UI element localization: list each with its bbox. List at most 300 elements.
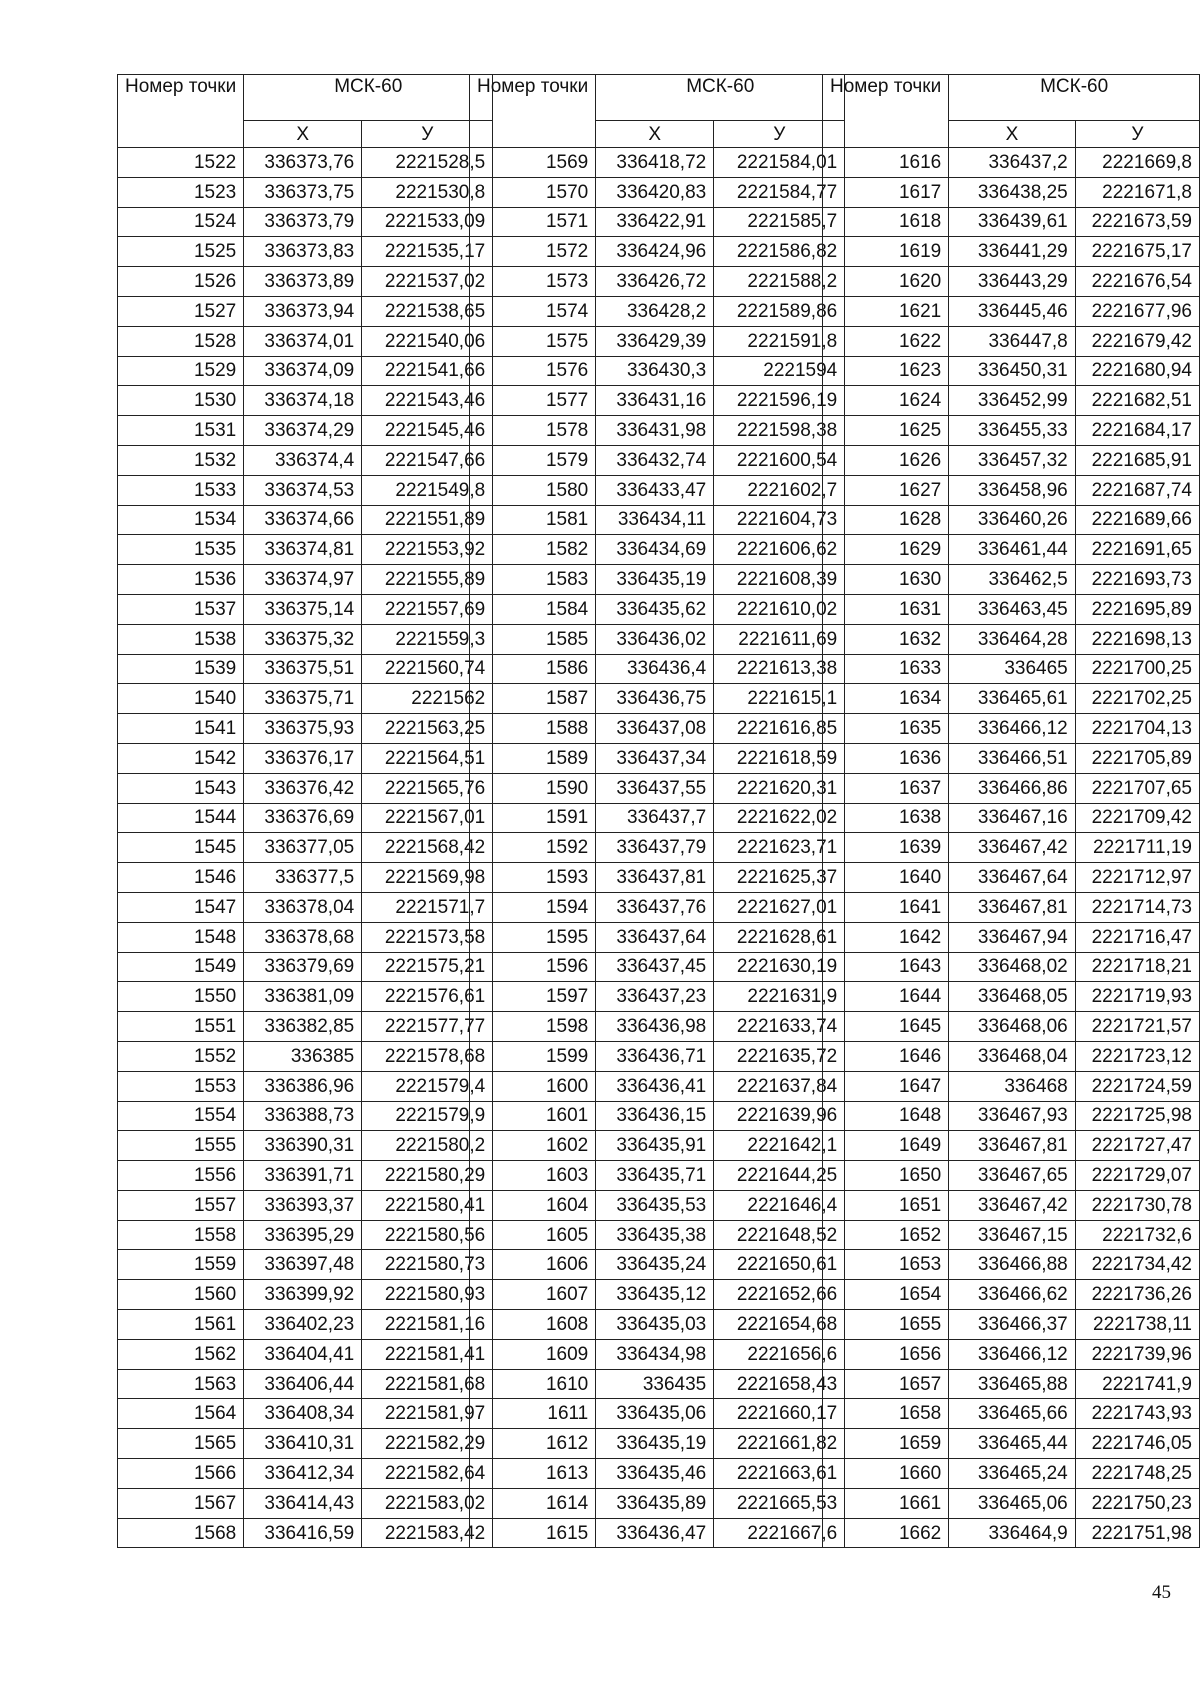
coordinate-table-2 — [469, 74, 845, 1548]
table-row — [823, 1399, 1200, 1429]
y-coordinate-cell: 2221743,93 — [1075, 1399, 1199, 1429]
table-row — [470, 1190, 845, 1220]
y-coordinate-cell: 2221608,39 — [714, 565, 845, 595]
point-number-cell: 1602 — [470, 1131, 596, 1161]
y-coordinate-cell: 2221616,85 — [714, 714, 845, 744]
x-coordinate-cell: 336450,31 — [949, 356, 1076, 386]
table-row — [823, 833, 1200, 863]
point-number-cell: 1590 — [470, 773, 596, 803]
point-number-cell: 1657 — [823, 1369, 949, 1399]
y-coordinate-cell: 2221623,71 — [714, 833, 845, 863]
x-coordinate-cell: 336436,15 — [596, 1101, 714, 1131]
point-number-cell: 1562 — [118, 1339, 244, 1369]
table-row — [470, 535, 845, 565]
point-number-cell: 1578 — [470, 416, 596, 446]
x-coordinate-cell: 336466,37 — [949, 1310, 1076, 1340]
x-coordinate-cell: 336422,91 — [596, 207, 714, 237]
x-coordinate-cell: 336465,24 — [949, 1459, 1076, 1489]
x-column-header: X — [949, 121, 1076, 148]
y-coordinate-cell: 2221610,02 — [714, 594, 845, 624]
table-row — [823, 267, 1200, 297]
y-coordinate-cell: 2221581,68 — [362, 1369, 493, 1399]
x-coordinate-cell: 336428,2 — [596, 296, 714, 326]
x-coordinate-cell: 336375,93 — [244, 714, 362, 744]
table-row — [470, 1101, 845, 1131]
table-row — [823, 803, 1200, 833]
x-column-header: X — [596, 121, 714, 148]
x-coordinate-cell: 336465,66 — [949, 1399, 1076, 1429]
x-coordinate-cell: 336431,98 — [596, 416, 714, 446]
table-row — [118, 237, 493, 267]
point-number-cell: 1640 — [823, 863, 949, 893]
x-coordinate-cell: 336464,28 — [949, 624, 1076, 654]
point-number-cell: 1653 — [823, 1250, 949, 1280]
y-coordinate-cell: 2221685,91 — [1075, 445, 1199, 475]
point-number-cell: 1595 — [470, 922, 596, 952]
table-row — [470, 1041, 845, 1071]
table-row — [470, 1518, 845, 1548]
point-number-cell: 1607 — [470, 1280, 596, 1310]
y-coordinate-cell: 2221615,1 — [714, 684, 845, 714]
y-coordinate-cell: 2221580,2 — [362, 1131, 493, 1161]
point-number-cell: 1569 — [470, 148, 596, 178]
point-number-cell: 1658 — [823, 1399, 949, 1429]
x-coordinate-cell: 336435,71 — [596, 1161, 714, 1191]
table-row — [823, 952, 1200, 982]
y-coordinate-cell: 2221573,58 — [362, 922, 493, 952]
table-row — [823, 594, 1200, 624]
table-row — [470, 743, 845, 773]
y-coordinate-cell: 2221540,06 — [362, 326, 493, 356]
point-number-cell: 1577 — [470, 386, 596, 416]
table-row — [823, 1280, 1200, 1310]
point-number-cell: 1586 — [470, 654, 596, 684]
y-coordinate-cell: 2221639,96 — [714, 1101, 845, 1131]
point-number-cell: 1583 — [470, 565, 596, 595]
table-row — [470, 148, 845, 178]
point-number-cell: 1659 — [823, 1429, 949, 1459]
y-coordinate-cell: 2221582,64 — [362, 1459, 493, 1489]
table-row — [470, 1161, 845, 1191]
point-number-cell: 1531 — [118, 416, 244, 446]
point-number-cell: 1591 — [470, 803, 596, 833]
y-coordinate-cell: 2221712,97 — [1075, 863, 1199, 893]
table-row — [118, 565, 493, 595]
y-coordinate-cell: 2221553,92 — [362, 535, 493, 565]
y-coordinate-cell: 2221727,47 — [1075, 1131, 1199, 1161]
y-coordinate-cell: 2221627,01 — [714, 892, 845, 922]
point-number-cell: 1644 — [823, 982, 949, 1012]
point-number-cell: 1561 — [118, 1310, 244, 1340]
y-coordinate-cell: 2221646,4 — [714, 1190, 845, 1220]
x-coordinate-cell: 336437,45 — [596, 952, 714, 982]
point-number-cell: 1625 — [823, 416, 949, 446]
table-row — [823, 1339, 1200, 1369]
y-coordinate-cell: 2221543,46 — [362, 386, 493, 416]
point-number-cell: 1571 — [470, 207, 596, 237]
table-row — [823, 1429, 1200, 1459]
y-coordinate-cell: 2221732,6 — [1075, 1220, 1199, 1250]
x-coordinate-cell: 336467,42 — [949, 1190, 1076, 1220]
table-row — [470, 863, 845, 893]
y-coordinate-cell: 2221675,17 — [1075, 237, 1199, 267]
table-row — [823, 475, 1200, 505]
y-coordinate-cell: 2221564,51 — [362, 743, 493, 773]
x-coordinate-cell: 336443,29 — [949, 267, 1076, 297]
x-coordinate-cell: 336436,02 — [596, 624, 714, 654]
x-coordinate-cell: 336377,05 — [244, 833, 362, 863]
table-row — [118, 743, 493, 773]
y-coordinate-cell: 2221600,54 — [714, 445, 845, 475]
point-number-cell: 1554 — [118, 1101, 244, 1131]
table-row — [118, 714, 493, 744]
x-coordinate-cell: 336416,59 — [244, 1518, 362, 1548]
x-coordinate-cell: 336437,76 — [596, 892, 714, 922]
x-coordinate-cell: 336467,15 — [949, 1220, 1076, 1250]
point-number-cell: 1559 — [118, 1250, 244, 1280]
point-number-cell: 1581 — [470, 505, 596, 535]
point-number-cell: 1565 — [118, 1429, 244, 1459]
point-number-cell: 1596 — [470, 952, 596, 982]
table-row — [470, 684, 845, 714]
point-number-cell: 1609 — [470, 1339, 596, 1369]
y-coordinate-cell: 2221684,17 — [1075, 416, 1199, 446]
coordinate-system-header: МСК-60 — [949, 75, 1200, 121]
table-row — [118, 356, 493, 386]
point-number-cell: 1631 — [823, 594, 949, 624]
table-row — [470, 594, 845, 624]
table-row — [823, 684, 1200, 714]
point-number-cell: 1558 — [118, 1220, 244, 1250]
y-coordinate-cell: 2221734,42 — [1075, 1250, 1199, 1280]
x-coordinate-cell: 336381,09 — [244, 982, 362, 1012]
y-coordinate-cell: 2221530,8 — [362, 177, 493, 207]
x-coordinate-cell: 336467,81 — [949, 1131, 1076, 1161]
table-row — [118, 148, 493, 178]
y-coordinate-cell: 2221560,74 — [362, 654, 493, 684]
point-number-cell: 1568 — [118, 1518, 244, 1548]
table-row — [118, 296, 493, 326]
point-number-cell: 1523 — [118, 177, 244, 207]
point-number-cell: 1637 — [823, 773, 949, 803]
x-coordinate-cell: 336420,83 — [596, 177, 714, 207]
table-row — [118, 1190, 493, 1220]
table-row — [118, 386, 493, 416]
point-number-cell: 1639 — [823, 833, 949, 863]
point-number-cell: 1636 — [823, 743, 949, 773]
point-number-cell: 1632 — [823, 624, 949, 654]
table-row — [823, 326, 1200, 356]
table-row — [823, 1250, 1200, 1280]
point-number-cell: 1574 — [470, 296, 596, 326]
y-coordinate-cell: 2221625,37 — [714, 863, 845, 893]
coordinate-table-3 — [822, 74, 1200, 1548]
point-number-cell: 1587 — [470, 684, 596, 714]
y-coordinate-cell: 2221563,25 — [362, 714, 493, 744]
x-coordinate-cell: 336374,18 — [244, 386, 362, 416]
table-row — [118, 892, 493, 922]
y-coordinate-cell: 2221709,42 — [1075, 803, 1199, 833]
y-coordinate-cell: 2221537,02 — [362, 267, 493, 297]
point-number-cell: 1617 — [823, 177, 949, 207]
y-coordinate-cell: 2221557,69 — [362, 594, 493, 624]
y-coordinate-cell: 2221673,59 — [1075, 207, 1199, 237]
table-row — [470, 1012, 845, 1042]
x-coordinate-cell: 336436,71 — [596, 1041, 714, 1071]
x-coordinate-cell: 336414,43 — [244, 1488, 362, 1518]
point-number-cell: 1541 — [118, 714, 244, 744]
point-number-cell: 1650 — [823, 1161, 949, 1191]
table-row — [470, 1280, 845, 1310]
point-number-cell: 1611 — [470, 1399, 596, 1429]
x-coordinate-cell: 336465 — [949, 654, 1076, 684]
table-row — [118, 445, 493, 475]
point-number-header: Номер точки — [823, 75, 949, 148]
y-coordinate-cell: 2221656,6 — [714, 1339, 845, 1369]
x-coordinate-cell: 336467,64 — [949, 863, 1076, 893]
x-coordinate-cell: 336399,92 — [244, 1280, 362, 1310]
x-coordinate-cell: 336374,66 — [244, 505, 362, 535]
x-coordinate-cell: 336410,31 — [244, 1429, 362, 1459]
y-coordinate-cell: 2221718,21 — [1075, 952, 1199, 982]
table-row — [118, 952, 493, 982]
table-row — [470, 803, 845, 833]
point-number-cell: 1655 — [823, 1310, 949, 1340]
point-number-cell: 1621 — [823, 296, 949, 326]
y-coordinate-cell: 2221705,89 — [1075, 743, 1199, 773]
x-coordinate-cell: 336373,79 — [244, 207, 362, 237]
x-coordinate-cell: 336437,08 — [596, 714, 714, 744]
point-number-cell: 1539 — [118, 654, 244, 684]
table-row — [118, 1399, 493, 1429]
y-coordinate-cell: 2221650,61 — [714, 1250, 845, 1280]
x-coordinate-cell: 336435,62 — [596, 594, 714, 624]
y-coordinate-cell: 2221711,19 — [1075, 833, 1199, 863]
y-coordinate-cell: 2221589,86 — [714, 296, 845, 326]
y-coordinate-cell: 2221689,66 — [1075, 505, 1199, 535]
point-number-cell: 1528 — [118, 326, 244, 356]
point-number-cell: 1630 — [823, 565, 949, 595]
x-coordinate-cell: 336382,85 — [244, 1012, 362, 1042]
y-coordinate-cell: 2221695,89 — [1075, 594, 1199, 624]
table-row — [470, 892, 845, 922]
point-number-cell: 1555 — [118, 1131, 244, 1161]
x-coordinate-cell: 336434,11 — [596, 505, 714, 535]
y-coordinate-cell: 2221637,84 — [714, 1071, 845, 1101]
y-coordinate-cell: 2221746,05 — [1075, 1429, 1199, 1459]
table-row — [118, 1041, 493, 1071]
table-body — [470, 148, 845, 1548]
y-coordinate-cell: 2221738,11 — [1075, 1310, 1199, 1340]
table-row — [470, 505, 845, 535]
x-coordinate-cell: 336437,7 — [596, 803, 714, 833]
y-coordinate-cell: 2221667,6 — [714, 1518, 845, 1548]
point-number-cell: 1535 — [118, 535, 244, 565]
y-coordinate-cell: 2221628,61 — [714, 922, 845, 952]
point-number-cell: 1542 — [118, 743, 244, 773]
table-body — [823, 148, 1200, 1548]
y-coordinate-cell: 2221725,98 — [1075, 1101, 1199, 1131]
point-number-cell: 1608 — [470, 1310, 596, 1340]
y-coordinate-cell: 2221750,23 — [1075, 1488, 1199, 1518]
table-row — [118, 1250, 493, 1280]
point-number-cell: 1610 — [470, 1369, 596, 1399]
table-row — [823, 1071, 1200, 1101]
x-coordinate-cell: 336408,34 — [244, 1399, 362, 1429]
table-row — [823, 416, 1200, 446]
y-coordinate-cell: 2221613,38 — [714, 654, 845, 684]
x-coordinate-cell: 336435,89 — [596, 1488, 714, 1518]
x-coordinate-cell: 336374,53 — [244, 475, 362, 505]
point-number-cell: 1579 — [470, 445, 596, 475]
y-column-header: У — [714, 121, 845, 148]
y-coordinate-cell: 2221669,8 — [1075, 148, 1199, 178]
x-coordinate-cell: 336434,69 — [596, 535, 714, 565]
x-coordinate-cell: 336374,81 — [244, 535, 362, 565]
table-row — [118, 535, 493, 565]
x-coordinate-cell: 336426,72 — [596, 267, 714, 297]
point-number-cell: 1603 — [470, 1161, 596, 1191]
x-coordinate-cell: 336466,88 — [949, 1250, 1076, 1280]
y-coordinate-cell: 2221723,12 — [1075, 1041, 1199, 1071]
x-coordinate-cell: 336452,99 — [949, 386, 1076, 416]
x-coordinate-cell: 336374,97 — [244, 565, 362, 595]
table-row — [823, 148, 1200, 178]
table-row — [118, 1161, 493, 1191]
point-number-cell: 1585 — [470, 624, 596, 654]
x-coordinate-cell: 336402,23 — [244, 1310, 362, 1340]
x-coordinate-cell: 336397,48 — [244, 1250, 362, 1280]
point-number-cell: 1633 — [823, 654, 949, 684]
y-coordinate-cell: 2221545,46 — [362, 416, 493, 446]
table-row — [470, 773, 845, 803]
table-row — [470, 565, 845, 595]
table-row — [118, 177, 493, 207]
table-row — [118, 922, 493, 952]
table-row — [470, 1131, 845, 1161]
table-row — [823, 1161, 1200, 1191]
table-row — [823, 1190, 1200, 1220]
point-number-cell: 1623 — [823, 356, 949, 386]
x-coordinate-cell: 336375,71 — [244, 684, 362, 714]
point-number-cell: 1600 — [470, 1071, 596, 1101]
point-number-cell: 1534 — [118, 505, 244, 535]
y-coordinate-cell: 2221648,52 — [714, 1220, 845, 1250]
y-coordinate-cell: 2221538,65 — [362, 296, 493, 326]
table-row — [823, 743, 1200, 773]
y-coordinate-cell: 2221630,19 — [714, 952, 845, 982]
y-coordinate-cell: 2221575,21 — [362, 952, 493, 982]
y-coordinate-cell: 2221665,53 — [714, 1488, 845, 1518]
y-coordinate-cell: 2221691,65 — [1075, 535, 1199, 565]
table-row — [118, 594, 493, 624]
y-coordinate-cell: 2221591,8 — [714, 326, 845, 356]
x-coordinate-cell: 336438,25 — [949, 177, 1076, 207]
x-coordinate-cell: 336378,68 — [244, 922, 362, 952]
y-coordinate-cell: 2221652,66 — [714, 1280, 845, 1310]
y-coordinate-cell: 2221579,9 — [362, 1101, 493, 1131]
point-number-cell: 1551 — [118, 1012, 244, 1042]
x-coordinate-cell: 336393,37 — [244, 1190, 362, 1220]
y-coordinate-cell: 2221581,41 — [362, 1339, 493, 1369]
table-row — [470, 296, 845, 326]
y-coordinate-cell: 2221580,73 — [362, 1250, 493, 1280]
x-coordinate-cell: 336435,91 — [596, 1131, 714, 1161]
x-coordinate-cell: 336434,98 — [596, 1339, 714, 1369]
table-row — [823, 237, 1200, 267]
x-coordinate-cell: 336437,81 — [596, 863, 714, 893]
table-row — [470, 237, 845, 267]
y-coordinate-cell: 2221583,42 — [362, 1518, 493, 1548]
coordinate-system-header: МСК-60 — [596, 75, 845, 121]
point-number-cell: 1634 — [823, 684, 949, 714]
point-number-cell: 1620 — [823, 267, 949, 297]
x-coordinate-cell: 336376,69 — [244, 803, 362, 833]
point-number-cell: 1635 — [823, 714, 949, 744]
y-coordinate-cell: 2221581,16 — [362, 1310, 493, 1340]
y-coordinate-cell: 2221660,17 — [714, 1399, 845, 1429]
x-coordinate-cell: 336375,14 — [244, 594, 362, 624]
table-row — [823, 565, 1200, 595]
x-coordinate-cell: 336386,96 — [244, 1071, 362, 1101]
x-coordinate-cell: 336376,17 — [244, 743, 362, 773]
point-number-cell: 1615 — [470, 1518, 596, 1548]
point-number-cell: 1549 — [118, 952, 244, 982]
x-coordinate-cell: 336385 — [244, 1041, 362, 1071]
y-coordinate-cell: 2221528,5 — [362, 148, 493, 178]
point-number-cell: 1588 — [470, 714, 596, 744]
x-coordinate-cell: 336466,62 — [949, 1280, 1076, 1310]
x-coordinate-cell: 336373,75 — [244, 177, 362, 207]
x-coordinate-cell: 336373,76 — [244, 148, 362, 178]
point-number-cell: 1606 — [470, 1250, 596, 1280]
x-coordinate-cell: 336388,73 — [244, 1101, 362, 1131]
y-coordinate-cell: 2221604,73 — [714, 505, 845, 535]
table-row — [118, 475, 493, 505]
y-coordinate-cell: 2221541,66 — [362, 356, 493, 386]
y-coordinate-cell: 2221635,72 — [714, 1041, 845, 1071]
table-row — [118, 1488, 493, 1518]
point-number-cell: 1576 — [470, 356, 596, 386]
point-number-cell: 1643 — [823, 952, 949, 982]
point-number-cell: 1557 — [118, 1190, 244, 1220]
point-number-cell: 1604 — [470, 1190, 596, 1220]
x-coordinate-cell: 336468 — [949, 1071, 1076, 1101]
point-number-cell: 1575 — [470, 326, 596, 356]
point-number-cell: 1594 — [470, 892, 596, 922]
y-coordinate-cell: 2221571,7 — [362, 892, 493, 922]
point-number-cell: 1661 — [823, 1488, 949, 1518]
x-coordinate-cell: 336465,61 — [949, 684, 1076, 714]
point-number-cell: 1532 — [118, 445, 244, 475]
table-row — [470, 326, 845, 356]
x-coordinate-cell: 336376,42 — [244, 773, 362, 803]
table-row — [118, 1131, 493, 1161]
table-row — [823, 1101, 1200, 1131]
y-column-header: У — [362, 121, 493, 148]
table-row — [470, 1310, 845, 1340]
table-row — [118, 773, 493, 803]
point-number-cell: 1550 — [118, 982, 244, 1012]
point-number-cell: 1629 — [823, 535, 949, 565]
y-coordinate-cell: 2221748,25 — [1075, 1459, 1199, 1489]
x-coordinate-cell: 336437,2 — [949, 148, 1076, 178]
table-row — [470, 416, 845, 446]
point-number-cell: 1560 — [118, 1280, 244, 1310]
x-coordinate-cell: 336435 — [596, 1369, 714, 1399]
table-body — [118, 148, 493, 1548]
table-row — [470, 445, 845, 475]
